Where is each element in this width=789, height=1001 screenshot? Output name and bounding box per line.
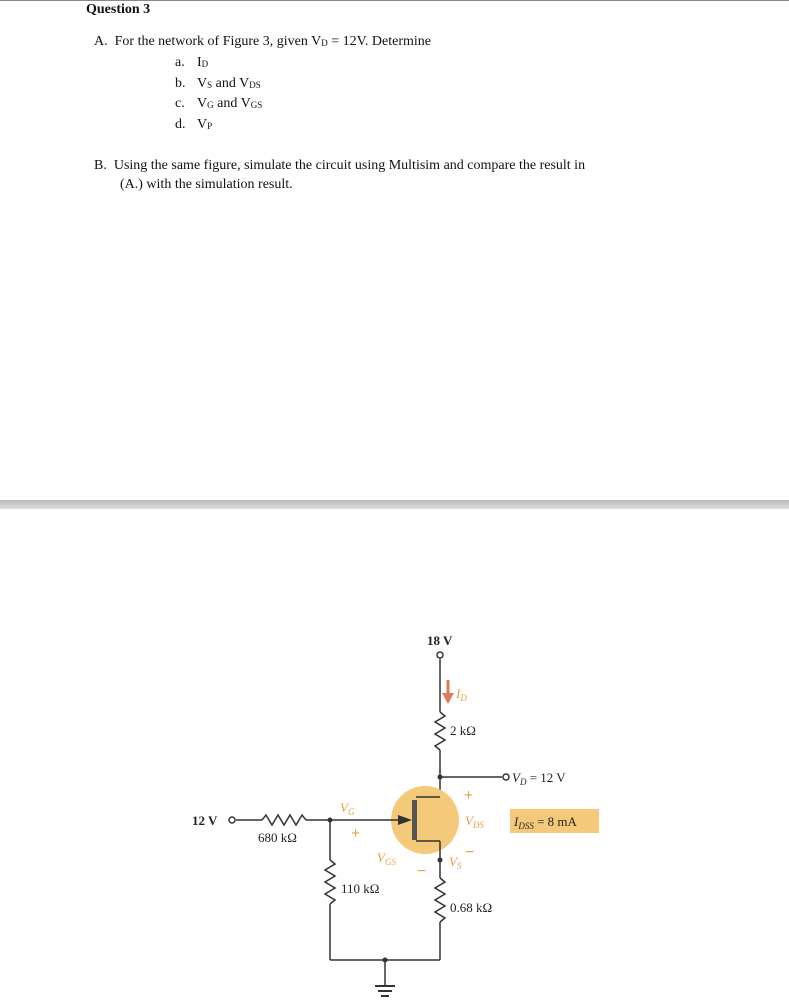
rd-label: 2 kΩ — [450, 723, 476, 738]
symbol: V — [197, 96, 208, 111]
rd-resistor — [435, 712, 445, 750]
drain-node — [438, 775, 443, 780]
joiner: and — [213, 96, 241, 111]
ground-icon — [375, 985, 395, 997]
part-a-marker: A. — [94, 34, 108, 49]
ground-node — [383, 958, 388, 963]
part-b-line1: Using the same figure, simulate the circuit using Multisim and compare the result in — [113, 158, 586, 173]
symbol-sub: GS — [250, 100, 263, 110]
vd-label: $V_D = 12$ V — [512, 770, 566, 787]
symbol: V — [239, 75, 250, 91]
part-a-text: For the network of Figure 3, given V — [114, 34, 322, 49]
gate-node — [328, 818, 333, 823]
item-marker: a. — [175, 55, 185, 70]
item-marker: b. — [175, 75, 186, 91]
vds-minus: − — [465, 844, 475, 861]
vg-label: $V_G$ — [340, 800, 355, 817]
vin-terminal — [229, 817, 235, 823]
item-marker: d. — [175, 116, 186, 132]
supply-terminal — [437, 652, 443, 658]
symbol-sub: D — [201, 59, 209, 69]
rs-label: 0.68 kΩ — [450, 900, 493, 915]
symbol: V — [197, 116, 208, 132]
r2-resistor — [325, 860, 335, 904]
question-title: Question 3 — [86, 2, 151, 17]
symbol: I — [197, 55, 202, 70]
joiner: and — [212, 75, 240, 91]
vgs-label: $V_{GS}$ — [377, 850, 396, 867]
vds-label: $V_{DS}$ — [465, 813, 484, 830]
part-b-marker: B. — [94, 158, 107, 173]
symbol-sub: P — [207, 120, 213, 131]
jfet-gate-bar — [412, 800, 417, 840]
vs-label: $V_S$ — [449, 854, 462, 871]
vds-plus: + — [464, 787, 474, 804]
id-label: $I_D$ — [456, 686, 467, 703]
symbol: V — [197, 75, 208, 91]
symbol-sub: G — [207, 100, 214, 110]
supply-label: 18 V — [427, 633, 453, 648]
vd-terminal — [503, 774, 509, 780]
r1-resistor — [262, 815, 306, 825]
idss-label: $I_{DSS} = 8$ mA — [514, 814, 577, 831]
vgs-plus: + — [351, 825, 361, 842]
item-marker: c. — [175, 96, 185, 111]
symbol-sub: DS — [249, 79, 261, 90]
part-a-sub: D — [321, 38, 328, 48]
source-node — [438, 858, 443, 863]
r2-label: 110 kΩ — [341, 881, 380, 896]
part-b-line2: (A.) with the simulation result. — [120, 177, 293, 192]
id-arrow-icon — [442, 693, 454, 704]
rs-resistor — [435, 878, 445, 922]
r1-label: 680 kΩ — [258, 830, 297, 845]
vin-label: 12 V — [192, 813, 218, 828]
symbol-sub: S — [207, 79, 213, 90]
part-a-text-end: = 12V. Determine — [327, 34, 432, 49]
symbol: V — [240, 96, 251, 111]
vgs-minus: − — [417, 863, 427, 880]
